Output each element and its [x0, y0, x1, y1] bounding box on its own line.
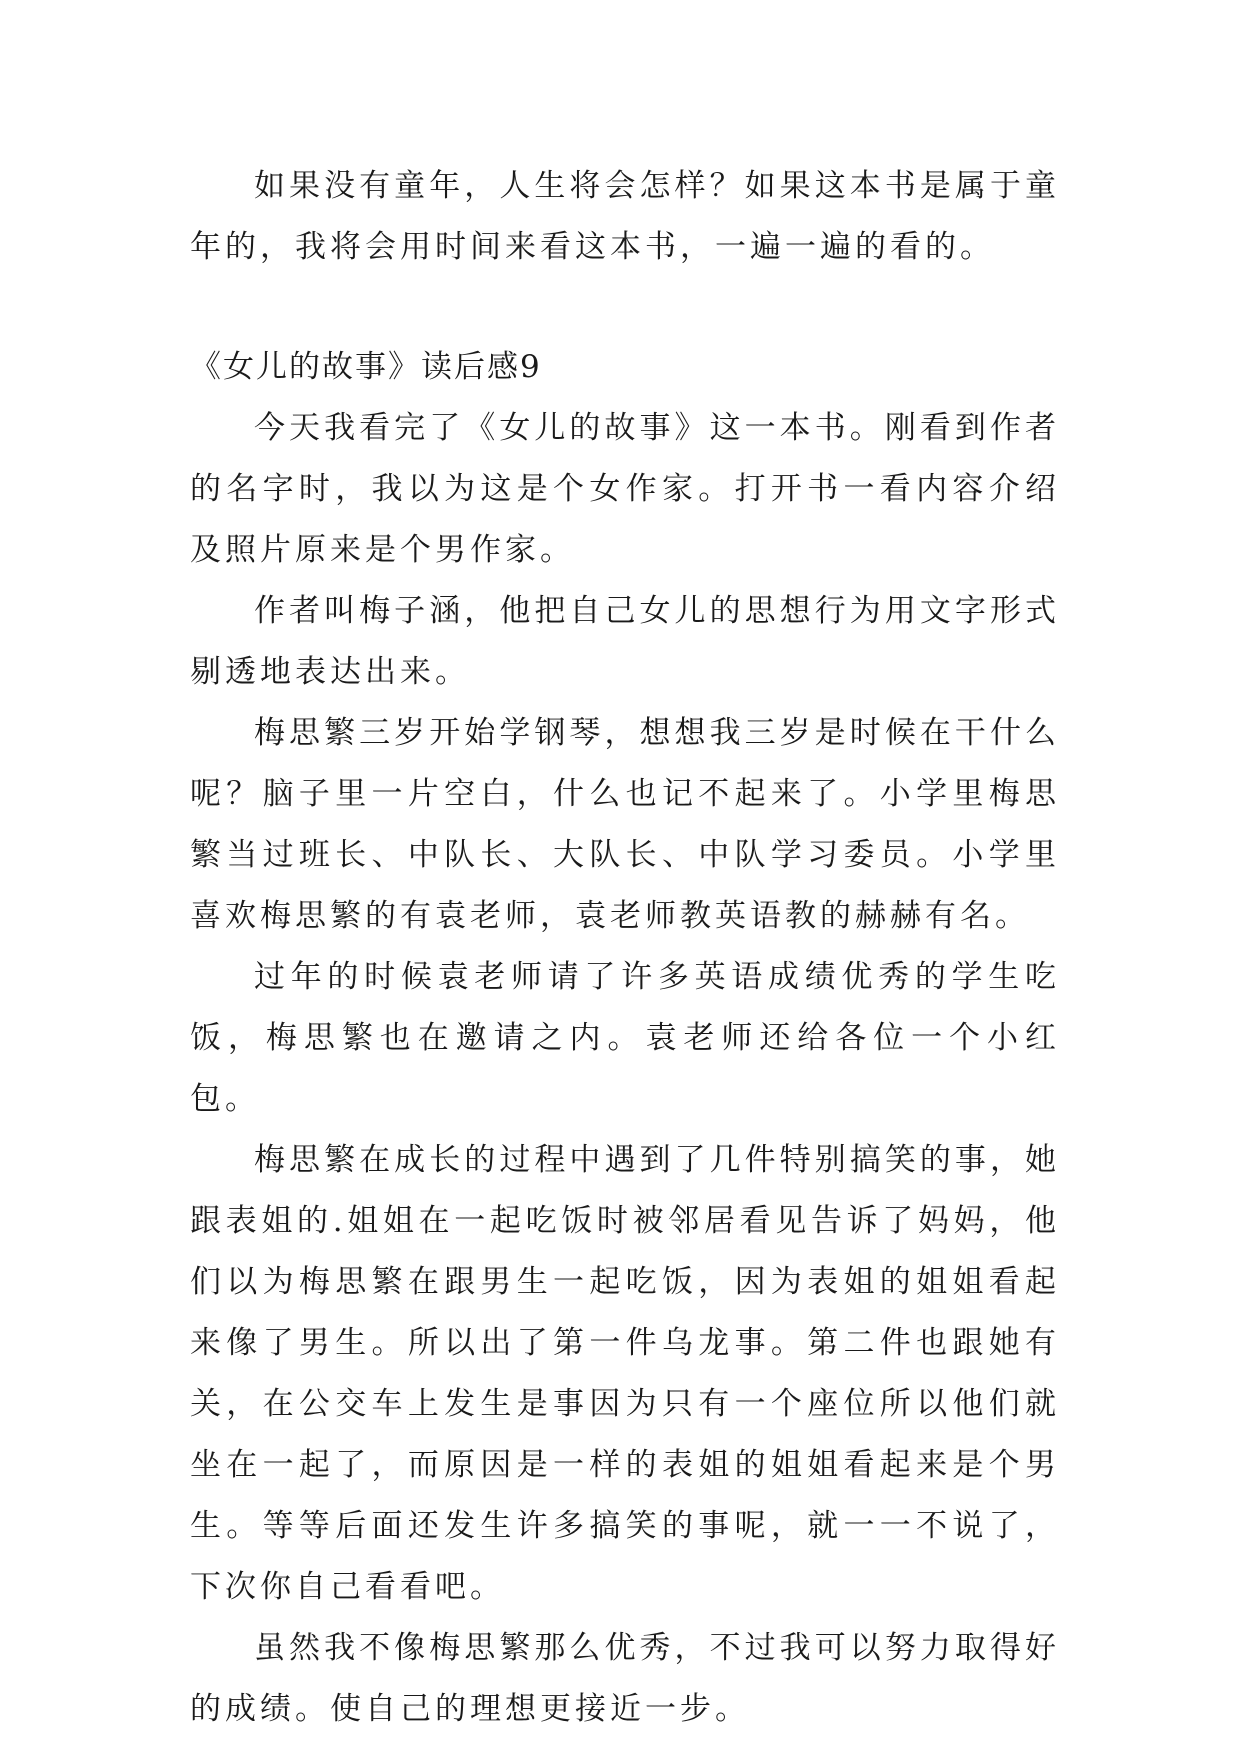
intro-paragraph: 如果没有童年，人生将会怎样？如果这本书是属于童年的，我将会用时间来看这本书，一遍一遍的看的。 — [190, 168, 1060, 265]
document-body — [190, 156, 1060, 1740]
paragraph-5: 梅思繁在成长的过程中遇到了几件特别搞笑的事，她跟表姐的.姐姐在一起吃饭时被邻居看见告诉了妈妈，他们以为梅思繁在跟男生一起吃饭，因为表姐的姐姐看起来像了男生。所以出了第一件乌龙事。第二件也跟她有关，在公交车上发生是事因为只有一个座位所以他们就坐在一起了，而原因是一样的表姐的姐姐看起来是个男生。等等后面还发生许多搞笑的事呢，就一一不说了，下次你自己看看吧。 — [190, 1142, 1060, 1605]
paragraph-1: 今天我看完了《女儿的故事》这一本书。刚看到作者的名字时，我以为这是个女作家。打开书一看内容介绍及照片原来是个男作家。 — [190, 410, 1060, 568]
paragraph-4: 过年的时候袁老师请了许多英语成绩优秀的学生吃饭，梅思繁也在邀请之内。袁老师还给各位一个小红包。 — [190, 959, 1060, 1117]
paragraph-3: 梅思繁三岁开始学钢琴，想想我三岁是时候在干什么呢？脑子里一片空白，什么也记不起来了。小学里梅思繁当过班长、中队长、大队长、中队学习委员。小学里喜欢梅思繁的有袁老师，袁老师教英语教的赫赫有名。 — [190, 715, 1060, 934]
paragraph-2: 作者叫梅子涵，他把自己女儿的思想行为用文字形式剔透地表达出来。 — [190, 593, 1060, 690]
section-title: 《女儿的故事》读后感9 — [190, 349, 542, 385]
paragraph-6: 虽然我不像梅思繁那么优秀，不过我可以努力取得好的成绩。使自己的理想更接近一步。 — [190, 1630, 1060, 1727]
